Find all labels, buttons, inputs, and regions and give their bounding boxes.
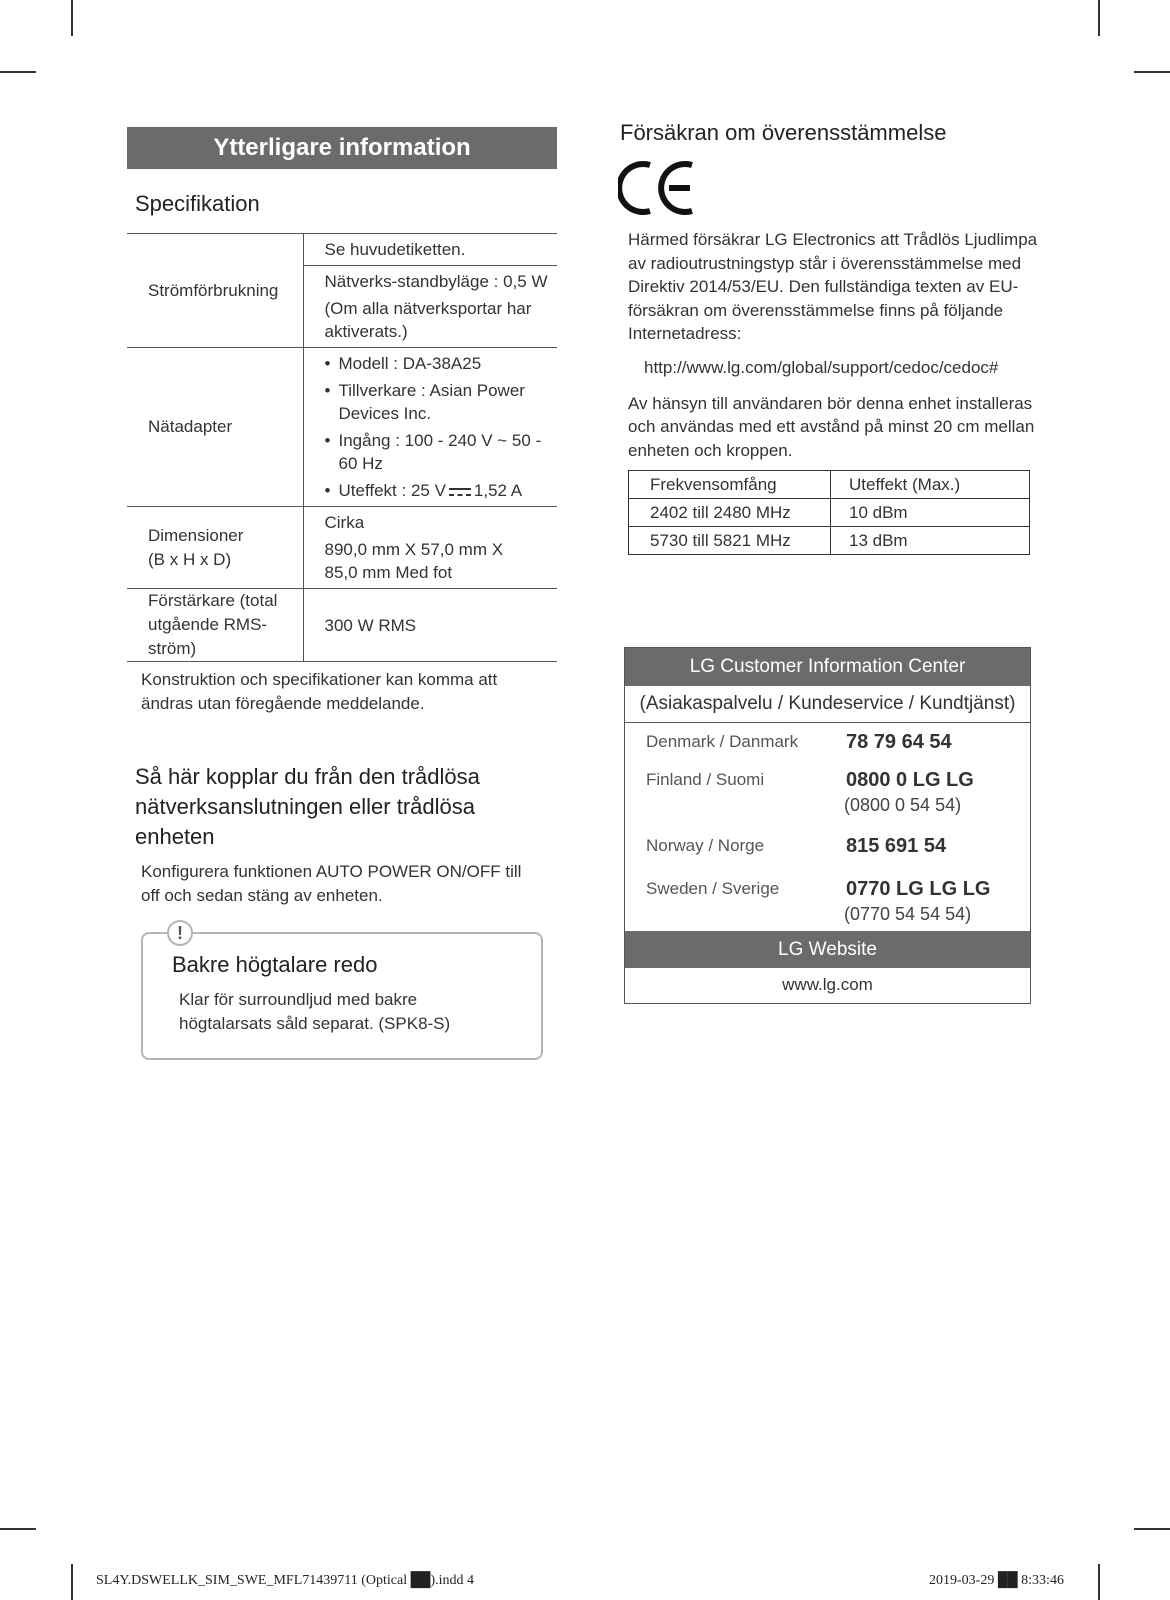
crop-mark <box>0 1528 36 1530</box>
crop-mark <box>71 0 73 36</box>
disconnect-text: Konfigurera funktionen AUTO POWER ON/OFF till off och sedan stäng av enheten. <box>141 862 522 905</box>
crop-mark <box>1134 1528 1170 1530</box>
exclamation-icon: ! <box>167 920 193 946</box>
crop-mark <box>0 71 36 73</box>
lg-center-title: LG Customer Information Center <box>625 648 1030 686</box>
spec-key-power: Strömförbrukning <box>127 234 303 348</box>
ce-mark-icon <box>618 158 698 218</box>
spec-val-amplifier: 300 W RMS <box>303 589 557 662</box>
disconnect-heading: Så här kopplar du från den trådlösa nätverksanslutningen eller trådlösa enheten <box>135 764 480 849</box>
table-row: 2402 till 2480 MHz 10 dBm <box>629 499 1030 527</box>
list-item: • Modell : DA-38A25 <box>324 354 482 373</box>
list-item: • Tillverkare : Asian Power Devices Inc. <box>324 381 525 423</box>
section-banner: Ytterligare information <box>127 127 557 169</box>
footer-filename: SL4Y.DSWELLK_SIM_SWE_MFL71439711 (Optical ██).indd 4 <box>96 1573 474 1588</box>
list-item: • Uteffekt : 25 V 1,52 A <box>324 481 523 500</box>
lg-center-subtitle: (Asiakaspalvelu / Kundeservice / Kundtjänst) <box>625 686 1030 723</box>
crop-mark <box>1098 1564 1100 1600</box>
spec-heading: Specifikation <box>135 191 260 216</box>
spec-val-power-2 <box>303 266 557 348</box>
crop-mark <box>1098 0 1100 36</box>
left-column <box>127 127 557 1060</box>
crop-mark <box>1134 71 1170 73</box>
lg-customer-center <box>624 647 1031 1004</box>
table-row: 5730 till 5821 MHz 13 dBm <box>629 527 1030 555</box>
spec-note: Konstruktion och specifikationer kan komma att ändras utan föregående meddelande. <box>141 670 498 713</box>
output-suffix: 1,52 A <box>473 481 523 500</box>
list-item: • Ingång : 100 - 240 V ~ 50 - 60 Hz <box>324 431 542 473</box>
note-box-title: Bakre högtalare redo <box>172 952 378 977</box>
spec-key-adapter: Nätadapter <box>127 348 303 507</box>
spec-standby: Nätverks-standbyläge : 0,5 W <box>324 272 548 291</box>
spec-val-power-1: Se huvudetiketten. <box>303 234 557 266</box>
spec-val-adapter <box>303 348 557 507</box>
spec-table <box>127 233 557 662</box>
table-row: Frekvensomfång Uteffekt (Max.) <box>629 471 1030 499</box>
spec-key-amplifier: Förstärkare (total utgående RMS-ström) <box>127 589 303 662</box>
distance-text: Av hänsyn till användaren bör denna enhet installeras och användas med ett avstånd på minst 20 cm mellan enheten och kroppen. <box>628 393 1035 460</box>
dc-symbol-icon <box>449 487 471 497</box>
lg-website-link[interactable]: www.lg.com <box>782 975 873 994</box>
crop-mark <box>71 1564 73 1600</box>
declaration-url: http://www.lg.com/global/support/cedoc/cedoc# <box>644 357 999 377</box>
declaration-heading: Försäkran om överensstämmelse <box>620 120 947 145</box>
spec-key-dimensions: Dimensioner (B x H x D) <box>127 507 303 589</box>
lg-website-title: LG Website <box>625 931 1030 968</box>
spec-standby-note: (Om alla nätverksportar har aktiverats.) <box>324 299 532 341</box>
declaration-text: Härmed försäkrar LG Electronics att Trådlös Ljudlimpa av radioutrustningstyp står i överensstämmelse med Direktiv 2014/53/EU. Den fullständiga texten av EU-försäkran om överensstämmelse finns på följande Internetadress: <box>628 230 1038 343</box>
note-box <box>141 923 543 1060</box>
output-prefix: Uteffekt : 25 V <box>338 481 446 500</box>
note-box-text: Klar för surroundljud med bakre högtalarsats såld separat. (SPK8-S) <box>179 990 451 1033</box>
right-column <box>620 120 1040 555</box>
footer-timestamp: 2019-03-29 ██ 8:33:46 <box>929 1573 1064 1588</box>
lg-center-rows: Denmark / Danmark 78 79 64 54 Finland / Suomi 0800 0 LG LG (0800 0 54 54) Norway / Norge 815 691 54 Sweden / Sverige 0770 LG LG LG (0770 54 54 54) <box>646 731 991 924</box>
spec-val-dimensions: Cirka 890,0 mm X 57,0 mm X 85,0 mm Med fot <box>303 507 557 589</box>
frequency-table <box>628 470 1030 555</box>
